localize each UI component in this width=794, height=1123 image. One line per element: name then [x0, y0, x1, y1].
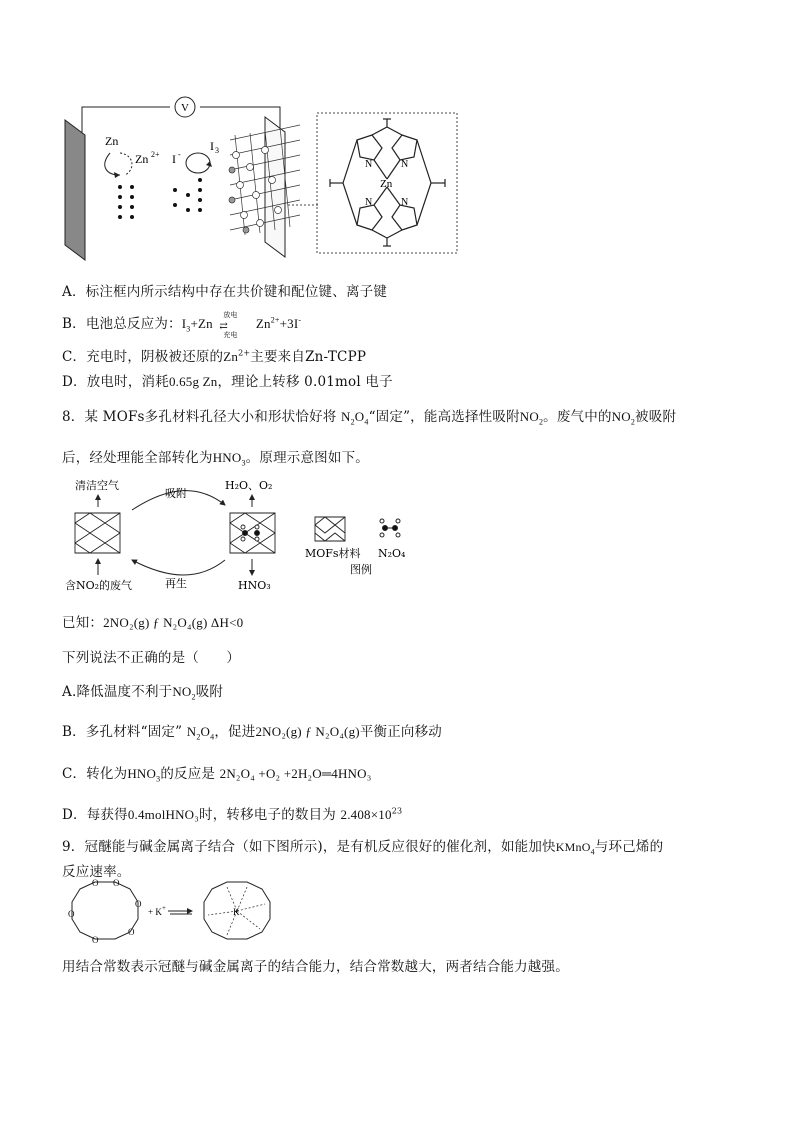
q8-b-mid: ，促进	[214, 724, 256, 740]
legend-title: 图例	[350, 563, 372, 576]
q8-d-val: 0.4molHNO₃	[127, 807, 199, 822]
q8-line1	[62, 405, 676, 427]
q8-b-post: 平衡正向移动	[359, 724, 443, 740]
adsorb-label: 吸附	[165, 487, 187, 500]
q8-d-num: 2.408×10	[340, 807, 392, 822]
q8-no2-b-text: NO	[611, 409, 631, 424]
legend-n2o4-icon	[380, 519, 400, 537]
q8-line1-c: 。废气中的	[543, 409, 612, 425]
legend-mof-icon	[315, 517, 345, 541]
q8-no2-a-text: NO	[519, 409, 539, 424]
q7-b-rest: Zn	[255, 316, 271, 331]
porphyrin-zn-label: Zn	[380, 178, 393, 190]
k-center-label: K	[233, 907, 240, 917]
q8-a-no2: $NO_2$	[172, 684, 196, 702]
q7-b-tail-sup: -	[298, 315, 302, 325]
q8-c-hno3-text: HNO	[127, 766, 157, 781]
o-atom: O	[128, 927, 135, 937]
waste-gas-label: 含NO₂的废气	[65, 579, 133, 592]
q7-b-rest-sup: 2+	[270, 315, 280, 325]
q8-n2o4: $N_2O_4$	[340, 409, 369, 427]
q8-c-mid: 的反应是	[160, 766, 216, 782]
battery-figure	[60, 95, 470, 265]
q8-option-a	[62, 680, 223, 702]
q8-known-pre: 已知：	[62, 615, 104, 631]
q7-option-c	[62, 345, 366, 365]
o-atom: O	[113, 878, 120, 888]
q7-c-zn: Zn	[223, 349, 239, 364]
iodine-particles	[173, 178, 202, 212]
q9-line1-tail: 与环己烯的	[594, 839, 664, 855]
h2o-o2-label: H₂O、O₂	[225, 479, 273, 492]
q9-line1-text: 9．冠醚能与碱金属离子结合（如下图所示)，是有机反应很好的催化剂，如能加快	[62, 839, 556, 855]
q8-prompt: 下列说法不正确的是（ ）	[62, 650, 241, 666]
mofs-cycle-figure	[60, 475, 420, 605]
q8-no2-a: $NO_2$	[519, 409, 544, 427]
q8-option-c	[62, 762, 371, 784]
q7-d-pre: D．放电时，消耗	[62, 374, 169, 390]
q7-b-mid: +Zn	[190, 316, 213, 331]
q8-option-b	[62, 720, 442, 742]
q8-d-pre: D．每获得	[62, 807, 128, 823]
q8-known	[62, 611, 243, 631]
q8-known-eq: 2NO₂(g) ƒ N₂O₄(g) ΔH<0	[103, 615, 244, 630]
q8-hno3-text: HNO	[212, 450, 242, 465]
equilibrium-arrow: 放电 ⇄ 充电	[219, 310, 238, 339]
triiodide-sub: 3	[215, 146, 219, 155]
zn-electrode	[65, 120, 85, 260]
o-atom: O	[92, 935, 99, 945]
zn2-label: Zn	[135, 152, 149, 166]
n-label-2: N	[401, 159, 409, 170]
iodide-charge: -	[178, 150, 181, 159]
zn2-charge: 2+	[151, 150, 160, 159]
q8-line1-b: “固定”，能高选择性吸附	[368, 409, 520, 425]
k-ion-charge: +	[162, 904, 166, 912]
clean-air-label: 清洁空气	[75, 479, 119, 492]
q8-line1-d: 被吸附	[635, 409, 677, 425]
k-ion-label: + K	[148, 907, 162, 917]
q7-option-d	[62, 370, 393, 390]
q7-c-sup: 2+	[238, 348, 251, 358]
q7-b-tail: +3I	[279, 316, 299, 331]
hno3-label: HNO₃	[238, 579, 271, 592]
q7-d-val: 0.65g Zn	[168, 374, 218, 389]
q7-b-i	[181, 316, 213, 334]
q9-line2: 反应速率。	[62, 864, 131, 880]
q8-line2-b: 。原理示意图如下。	[245, 450, 369, 466]
q7-c-post: 主要来自Zn-TCPP	[250, 349, 367, 365]
arrow-top-label: 放电	[223, 310, 238, 319]
regen-label: 再生	[165, 577, 187, 590]
triiodide-label: I	[210, 139, 214, 153]
q7-b-i-sub: 3	[186, 324, 191, 334]
q7-option-b	[62, 310, 302, 339]
q8-a-no2-text: NO	[172, 684, 192, 699]
n-label-4: N	[401, 197, 409, 208]
q8-n2o4-n: N	[340, 409, 351, 424]
o-atom: O	[135, 899, 142, 909]
q8-line2	[62, 446, 369, 468]
mof-material-left	[75, 513, 120, 553]
q9-kmno4: KMnO$_4$	[555, 840, 595, 857]
q8-line2-a: 后，经处理能全部转化为	[62, 450, 213, 466]
q7-b-prefix: B．电池总反应为：	[62, 316, 182, 332]
legend-mofs-label: MOFs材料	[305, 547, 361, 560]
zn-label: Zn	[105, 134, 119, 148]
iodide-label: I	[172, 152, 176, 166]
q8-b-eq: 2NO₂(g) ƒ N₂O₄(g)	[255, 724, 360, 739]
q7-d-post: ，理论上转移 0.01mol 电子	[217, 374, 393, 390]
q8-b-pre: B．多孔材料“固定”	[62, 724, 183, 740]
n-label-3: N	[365, 197, 373, 208]
q7-b-i-text: I	[181, 316, 187, 331]
zn-particles	[118, 185, 134, 219]
q8-d-exp: 23	[391, 806, 403, 816]
q7-c-pre: C．充电时，阴极被还原的	[62, 349, 224, 365]
q7-b-products	[256, 316, 301, 331]
q8-option-d	[62, 803, 402, 823]
n-label-1: N	[365, 159, 373, 170]
q8-c-pre: C．转化为	[62, 766, 128, 782]
legend-n2o4-label: N₂O₄	[378, 547, 406, 560]
o-atom: O	[92, 878, 99, 888]
q9-kmno4-text: KMnO	[555, 840, 591, 854]
q8-c-hno3: $HNO_3$	[127, 766, 161, 784]
q8-no2-b: $NO_2$	[611, 409, 636, 427]
arrow-bottom-label: 充电	[223, 330, 238, 339]
crown-ether-figure	[60, 877, 300, 947]
q9-line1	[62, 835, 663, 856]
q8-b-n2o4: $N_2O_4$	[186, 724, 215, 742]
voltmeter-label: V	[181, 102, 189, 114]
q8-line1-a: 8．某 MOFs多孔材料孔径大小和形状恰好将	[62, 409, 337, 425]
q8-c-eq: 2N₂O₄ +O₂ +2H₂O═4HNO₃	[219, 766, 372, 781]
mof-material-right	[230, 513, 275, 553]
q8-a-post: 吸附	[195, 684, 224, 700]
q9-line3: 用结合常数表示冠醚与碱金属离子的结合能力，结合常数越大，两者结合能力越强。	[62, 959, 569, 975]
q8-hno3: $HNO_3$	[212, 450, 246, 468]
q8-d-post: 时，转移电子的数目为	[199, 807, 336, 823]
carbon-electrode	[265, 117, 285, 257]
q8-a-pre: A.降低温度不利于	[62, 684, 173, 700]
q7-option-a: A．标注框内所示结构中存在共价键和配位键、离子键	[62, 284, 388, 300]
o-atom: O	[68, 909, 75, 919]
